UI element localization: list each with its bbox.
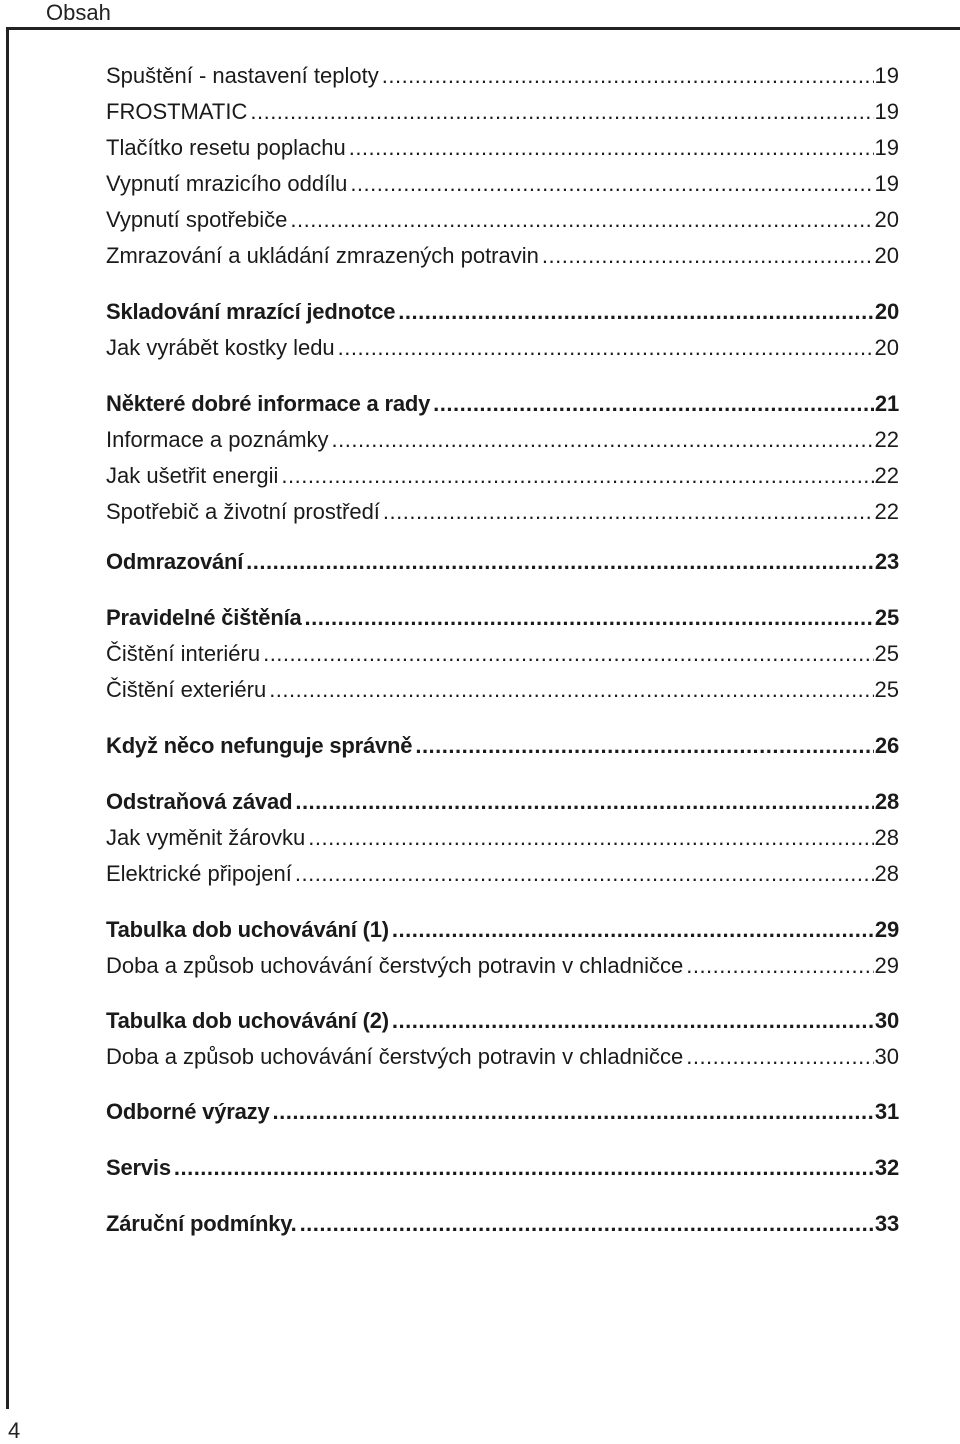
toc-entry-page: 33 bbox=[874, 1211, 899, 1236]
toc-entry[interactable] bbox=[106, 205, 899, 235]
toc-entry[interactable] bbox=[106, 639, 899, 669]
toc-entry-page: 32 bbox=[874, 1155, 899, 1180]
toc-entry[interactable] bbox=[106, 1097, 899, 1127]
toc-leader-dots bbox=[398, 297, 874, 327]
toc-entry-title: Když něco nefunguje správně bbox=[106, 733, 413, 758]
toc-entry[interactable] bbox=[106, 297, 899, 327]
toc-leader-dots bbox=[686, 951, 873, 981]
toc-entry[interactable] bbox=[106, 1209, 899, 1239]
toc-entry-page: 30 bbox=[874, 1008, 899, 1033]
toc-entry-page: 29 bbox=[874, 953, 899, 978]
frame-top-rule bbox=[6, 27, 960, 30]
toc-entry-page: 25 bbox=[874, 677, 899, 702]
toc-entry[interactable] bbox=[106, 497, 899, 527]
toc-entry[interactable] bbox=[106, 333, 899, 363]
toc-entry-page: 19 bbox=[874, 171, 899, 196]
toc-leader-dots bbox=[392, 915, 874, 945]
toc-entry-page: 31 bbox=[874, 1099, 899, 1124]
toc-entry-title: Odstraňová závad bbox=[106, 789, 293, 814]
toc-entry-page: 21 bbox=[874, 391, 899, 416]
toc-entry-title: Čištění interiéru bbox=[106, 641, 261, 666]
toc-entry[interactable] bbox=[106, 389, 899, 419]
toc-entry-page: 22 bbox=[874, 499, 899, 524]
toc-entry[interactable] bbox=[106, 61, 899, 91]
toc-entry-title: Doba a způsob uchovávání čerstvých potravin v chladničce bbox=[106, 1044, 684, 1069]
toc-entry-title: Servis bbox=[106, 1155, 171, 1180]
toc-leader-dots bbox=[246, 547, 874, 577]
toc-entry-page: 22 bbox=[874, 463, 899, 488]
toc-entry[interactable] bbox=[106, 915, 899, 945]
toc-entry-page: 20 bbox=[874, 335, 899, 360]
toc-leader-dots bbox=[263, 639, 873, 669]
toc-entry-title: Tlačítko resetu poplachu bbox=[106, 135, 346, 160]
toc-entry[interactable] bbox=[106, 603, 899, 633]
toc-entry-title: Zmrazování a ukládání zmrazených potravin bbox=[106, 243, 539, 268]
toc-entry-title: Tabulka dob uchovávání (1) bbox=[106, 917, 389, 942]
toc-entry-title: Záruční podmínky. bbox=[106, 1211, 297, 1236]
toc-entry-page: 19 bbox=[874, 99, 899, 124]
toc-leader-dots bbox=[295, 859, 874, 889]
toc-leader-dots bbox=[350, 169, 873, 199]
toc-entry-page: 28 bbox=[874, 825, 899, 850]
toc-entry-page: 23 bbox=[874, 549, 899, 574]
toc-entry-title: Jak ušetřit energii bbox=[106, 463, 279, 488]
toc-entry-page: 20 bbox=[874, 243, 899, 268]
toc-entry[interactable] bbox=[106, 97, 899, 127]
toc-entry-title: Vypnutí spotřebiče bbox=[106, 207, 288, 232]
toc-entry-title: Vypnutí mrazicího oddílu bbox=[106, 171, 348, 196]
toc-entry-page: 28 bbox=[874, 861, 899, 886]
toc-entry-title: Tabulka dob uchovávání (2) bbox=[106, 1008, 389, 1033]
toc-entry[interactable] bbox=[106, 133, 899, 163]
toc-leader-dots bbox=[250, 97, 873, 127]
toc-leader-dots bbox=[281, 461, 873, 491]
toc-leader-dots bbox=[295, 787, 874, 817]
toc-entry[interactable] bbox=[106, 547, 899, 577]
page-number: 4 bbox=[8, 1418, 21, 1443]
toc-leader-dots bbox=[174, 1153, 874, 1183]
toc-entry-page: 20 bbox=[874, 299, 899, 324]
toc-entry[interactable] bbox=[106, 1153, 899, 1183]
toc-leader-dots bbox=[269, 675, 873, 705]
toc-leader-dots bbox=[338, 333, 874, 363]
toc-leader-dots bbox=[686, 1042, 873, 1072]
toc-leader-dots bbox=[305, 603, 874, 633]
toc-entry-title: FROSTMATIC bbox=[106, 99, 248, 124]
toc-leader-dots bbox=[392, 1006, 874, 1036]
toc-entry[interactable] bbox=[106, 731, 899, 761]
toc-entry-title: Čištění exteriéru bbox=[106, 677, 267, 702]
toc-entry[interactable] bbox=[106, 859, 899, 889]
toc-leader-dots bbox=[415, 731, 874, 761]
toc-entry-title: Spuštění - nastavení teploty bbox=[106, 63, 379, 88]
toc-entry-page: 19 bbox=[874, 135, 899, 160]
toc-leader-dots bbox=[300, 1209, 874, 1239]
toc-leader-dots bbox=[272, 1097, 873, 1127]
toc-leader-dots bbox=[383, 497, 874, 527]
toc-entry[interactable] bbox=[106, 823, 899, 853]
toc-entry[interactable] bbox=[106, 425, 899, 455]
toc-entry-title: Pravidelné čištěnía bbox=[106, 605, 302, 630]
toc-entry[interactable] bbox=[106, 1006, 899, 1036]
toc-entry[interactable] bbox=[106, 461, 899, 491]
frame-left-rule bbox=[6, 27, 9, 1409]
toc-entry[interactable] bbox=[106, 675, 899, 705]
toc-leader-dots bbox=[290, 205, 873, 235]
section-title: Obsah bbox=[46, 0, 111, 25]
toc-entry-title: Doba a způsob uchovávání čerstvých potravin v chladničce bbox=[106, 953, 684, 978]
toc-entry-title: Některé dobré informace a rady bbox=[106, 391, 431, 416]
toc-entry[interactable] bbox=[106, 1042, 899, 1072]
toc-entry-title: Odborné výrazy bbox=[106, 1099, 270, 1124]
toc-leader-dots bbox=[349, 133, 874, 163]
toc-entry[interactable] bbox=[106, 951, 899, 981]
toc-entry[interactable] bbox=[106, 241, 899, 271]
toc-leader-dots bbox=[382, 61, 874, 91]
toc-entry-page: 30 bbox=[874, 1044, 899, 1069]
toc-leader-dots bbox=[433, 389, 874, 419]
toc-entry[interactable] bbox=[106, 169, 899, 199]
toc-entry-title: Skladování mrazící jednotce bbox=[106, 299, 396, 324]
toc-entry-title: Spotřebič a životní prostředí bbox=[106, 499, 380, 524]
toc-leader-dots bbox=[542, 241, 874, 271]
toc-entry-page: 22 bbox=[874, 427, 899, 452]
toc-leader-dots bbox=[308, 823, 873, 853]
toc-entry-page: 20 bbox=[874, 207, 899, 232]
toc-leader-dots bbox=[332, 425, 874, 455]
toc-entry-page: 28 bbox=[874, 789, 899, 814]
toc-entry-page: 25 bbox=[874, 641, 899, 666]
toc-entry-title: Informace a poznámky bbox=[106, 427, 329, 452]
toc-entry-title: Jak vyrábět kostky ledu bbox=[106, 335, 335, 360]
toc-entry-title: Elektrické připojení bbox=[106, 861, 292, 886]
toc-entry-page: 26 bbox=[874, 733, 899, 758]
toc-entry[interactable] bbox=[106, 787, 899, 817]
toc-entry-page: 19 bbox=[874, 63, 899, 88]
toc-entry-title: Odmrazování bbox=[106, 549, 244, 574]
toc-entry-page: 25 bbox=[874, 605, 899, 630]
toc-entry-page: 29 bbox=[874, 917, 899, 942]
toc-entry-title: Jak vyměnit žárovku bbox=[106, 825, 306, 850]
